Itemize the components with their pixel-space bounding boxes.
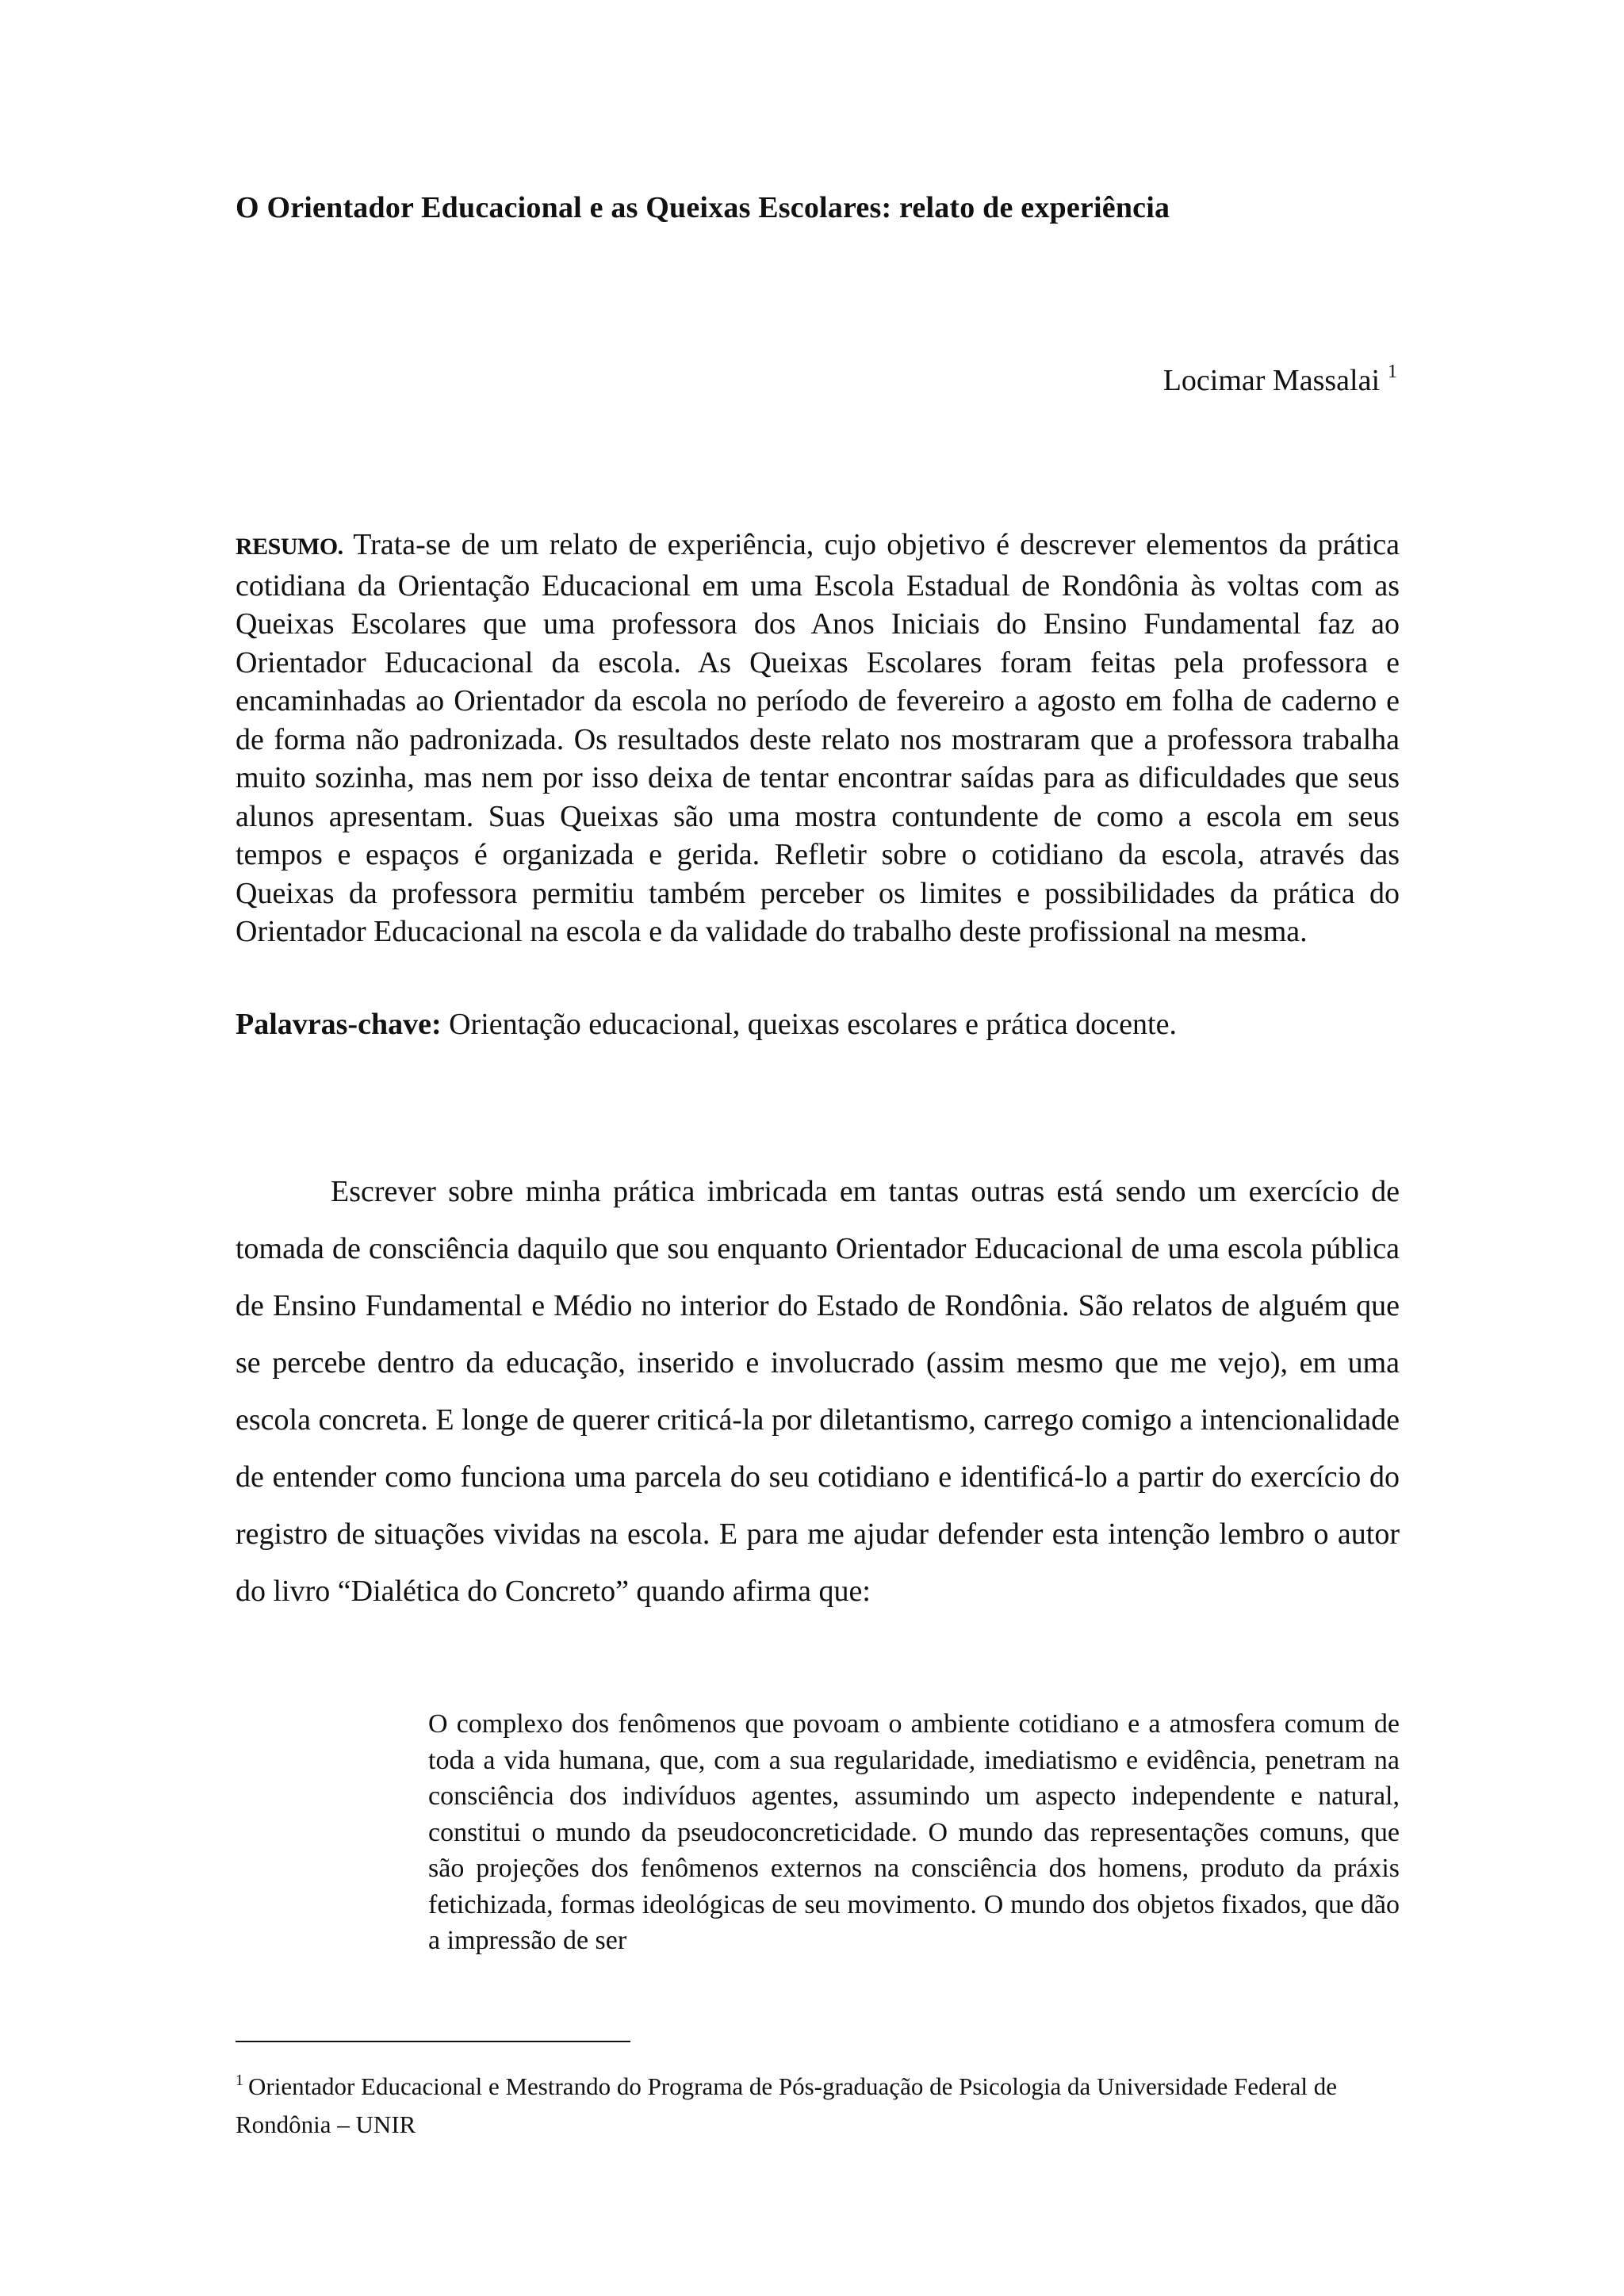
author-line (1163, 362, 1397, 398)
footnote-divider (236, 2041, 630, 2042)
abstract (236, 526, 1400, 951)
author-footnote-mark[interactable]: 1 (1388, 362, 1397, 382)
footnote (236, 2061, 1400, 2144)
footnote-text: Orientador Educacional e Mestrando do Programa de Pós-graduação de Psicologia da Universidade Federal de Rondônia – UNIR (236, 2072, 1338, 2138)
abstract-label: RESUMO. (236, 534, 343, 560)
paper-title: O Orientador Educacional e as Queixas Escolares: relato de experiência (236, 191, 1170, 224)
author-name: Locimar Massalai (1162, 364, 1380, 397)
block-quote: O complexo dos fenômenos que povoam o ambiente cotidiano e a atmosfera comum de toda a vida humana, que, com a sua regularidade, imediatismo e evidência, penetram na consciência dos indivíduos agentes, assumindo um aspecto independente e natural, constitui o mundo da pseudoconcreticidade. O mundo das representações comuns, que são projeções dos fenômenos externos na consciência dos homens, produto da práxis fetichizada, formas ideológicas de seu movimento. O mundo dos objetos fixados, que dão a impressão de ser (428, 1709, 1400, 1955)
keywords-label: Palavras-chave: (236, 1008, 442, 1041)
abstract-text: Trata-se de um relato de experiência, cujo objetivo é descrever elementos da prática cotidiana da Orientação Educacional em uma Escola Estadual de Rondônia às voltas com as Queixas Escolares que uma professora dos Anos Iniciais do Ensino Fundamental faz ao Orientador Educacional da escola. As Queixas Escolares foram feitas pela professora e encaminhadas ao Orientador da escola no período de fevereiro a agosto em folha de caderno e de forma não padronizada. Os resultados deste relato nos mostraram que a professora trabalha muito sozinha, mas nem por isso deixa de tentar encontrar saídas para as dificuldades que seus alunos apresentam. Suas Queixas são uma mostra contundente de como a escola em seus tempos e espaços é organizada e gerida. Refletir sobre o cotidiano da escola, através das Queixas da professora permitiu também perceber os limites e possibilidades da prática do Orientador Educacional na escola e da validade do trabalho deste profissional na mesma. (236, 528, 1400, 948)
body-paragraph: Escrever sobre minha prática imbricada em tantas outras está sendo um exercício de tomada de consciência daquilo que sou enquanto Orientador Educacional de uma escola pública de Ensino Fundamental e Médio no interior do Estado de Rondônia. São relatos de alguém que se percebe dentro da educação, inserido e involucrado (assim mesmo que me vejo), em uma escola concreta. E longe de querer criticá-la por diletantismo, carrego comigo a intencionalidade de entender como funciona uma parcela do seu cotidiano e identificá-lo a partir do exercício do registro de situações vividas na escola. E para me ajudar defender esta intenção lembro o autor do livro “Dialética do Concreto” quando afirma que: (236, 1175, 1400, 1608)
keywords (236, 1005, 1400, 1043)
keywords-text: Orientação educacional, queixas escolares e prática docente. (449, 1008, 1177, 1041)
footnote-mark: 1 (236, 2072, 243, 2089)
